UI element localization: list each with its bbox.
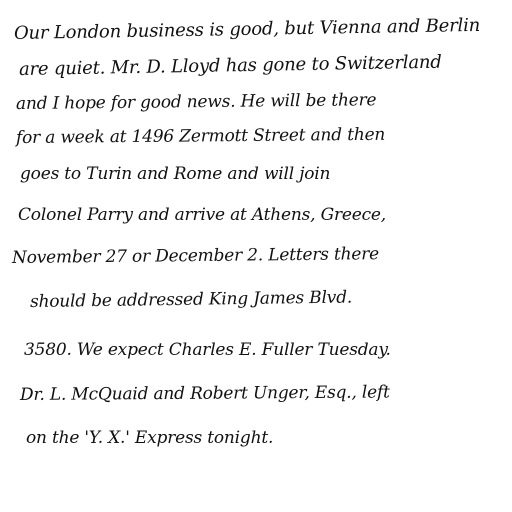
handwriting-line-2: are quiet. Mr. D. Lloyd has gone to Switzerland (18, 51, 442, 80)
handwriting-line-7: November 27 or December 2. Letters there (11, 244, 380, 268)
handwriting-line-9: 3580. We expect Charles E. Fuller Tuesday. (24, 340, 391, 360)
handwriting-line-4: for a week at 1496 Zermott Street and then (15, 124, 386, 148)
handwriting-line-5: goes to Turin and Rome and will join (20, 164, 331, 184)
handwriting-line-11: on the 'Y. X.' Express tonight. (26, 428, 274, 448)
handwriting-line-8: should be addressed King James Blvd. (29, 287, 353, 312)
handwriting-line-3: and I hope for good news. He will be there (15, 90, 377, 114)
handwriting-line-1: Our London business is good, but Vienna and Berlin (13, 14, 481, 44)
handwriting-line-6: Colonel Parry and arrive at Athens, Greece, (18, 205, 386, 225)
handwriting-line-10: Dr. L. McQuaid and Robert Unger, Esq., left (19, 382, 390, 405)
